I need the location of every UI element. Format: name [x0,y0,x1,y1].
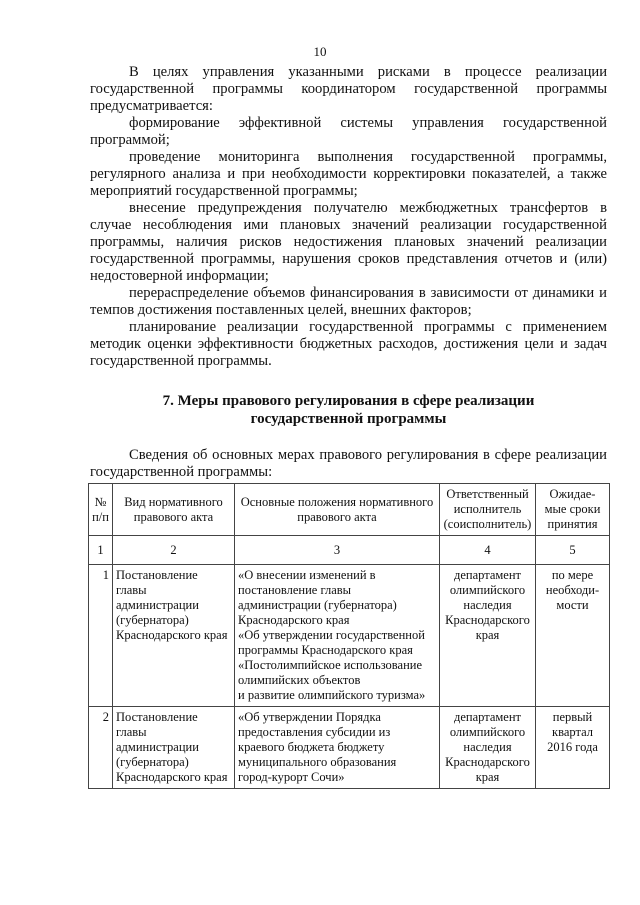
cell-term [536,707,610,789]
page-number: 10 [313,44,327,59]
cell-line: администрации [116,740,199,754]
header-provisions: Основные положения нормативного правового акта [235,484,440,536]
column-number: 1 [89,536,113,565]
column-number-row [89,536,610,565]
cell-line: «О внесении изменений в [238,568,376,582]
section-intro: Сведения об основных мерах правового регулирования в сфере реализации государственной программы: [90,447,607,480]
cell-line: департамент [453,710,521,724]
legal-acts-table [88,483,610,789]
cell-provisions [235,707,440,789]
cell-line: и развитие олимпийского туризма» [238,688,426,702]
table-row [89,565,610,707]
cell-line: олимпийских объектов [238,673,361,687]
section-heading-line: государственной программы [250,411,447,427]
cell-line: мости [556,598,589,612]
cell-line: Краснодарского края [116,770,228,784]
paragraph: В целях управления указанными рисками в процессе реализации государственной программы координатором государственной программы предусматривается: [90,64,607,114]
section-heading [90,392,607,428]
cell-line: «Об утверждении Порядка [238,710,381,724]
paragraph: планирование реализации государственной программы с применением методик оценки эффективности бюджетных расходов, достижения цели и задач государственной программы. [90,319,607,369]
column-number: 5 [536,536,610,565]
header-act-type: Вид нормативного правового акта [113,484,235,536]
cell-num: 1 [89,565,113,707]
cell-act-type [113,707,235,789]
header-term: Ожидае-мые сроки принятия [536,484,610,536]
paragraph: проведение мониторинга выполнения государственной программы, регулярного анализа и при необходимости корректировки показателей, а также мероприятий государственной программы; [90,149,607,199]
cell-line: Краснодарского [445,613,530,627]
cell-line: олимпийского [449,725,526,739]
cell-line: «Об утверждении государственной [238,628,425,642]
cell-line: квартал [552,725,593,739]
cell-line: постановление главы [238,583,352,597]
cell-line: края [475,770,500,784]
table-header-row [89,484,610,536]
cell-line: Постановление [116,710,198,724]
cell-line: «Постолимпийское использование [238,658,423,672]
cell-provisions [235,565,440,707]
cell-line: (губернатора) [116,613,189,627]
cell-responsible [440,565,536,707]
paragraph: формирование эффективной системы управления государственной программой; [90,115,607,148]
cell-line: администрации [116,598,199,612]
cell-line: Краснодарского края [238,613,350,627]
table-row [89,707,610,789]
cell-responsible [440,707,536,789]
cell-line: по мере [551,568,594,582]
cell-line: наследия [463,740,512,754]
cell-line: наследия [463,598,512,612]
cell-line: олимпийского [449,583,526,597]
column-number: 3 [235,536,440,565]
cell-line: администрации (губернатора) [238,598,397,612]
cell-line: департамент [453,568,521,582]
cell-line: края [475,628,500,642]
header-num: № п/п [89,484,113,536]
cell-line: муниципального образования [238,755,397,769]
cell-line: предоставления субсидии из [238,725,391,739]
cell-line: краевого бюджета бюджету [238,740,385,754]
cell-line: город-курорт Сочи» [238,770,345,784]
cell-term [536,565,610,707]
column-number: 4 [440,536,536,565]
cell-line: Постановление [116,568,198,582]
cell-act-type [113,565,235,707]
cell-line: (губернатора) [116,755,189,769]
header-responsible: Ответственный исполнитель (соисполнитель) [440,484,536,536]
cell-line: главы [116,725,147,739]
body-text [90,64,607,370]
cell-line: главы [116,583,147,597]
cell-line: Краснодарского края [116,628,228,642]
cell-line: необходи- [545,583,600,597]
cell-line: первый [552,710,593,724]
paragraph: перераспределение объемов финансирования в зависимости от динамики и темпов достижения поставленных целей, внешних факторов; [90,285,607,318]
cell-num: 2 [89,707,113,789]
cell-line: программы Краснодарского края [238,643,413,657]
cell-line: Краснодарского [445,755,530,769]
section-heading-line: 7. Меры правового регулирования в сфере реализации [162,393,535,409]
paragraph: внесение предупреждения получателю межбюджетных трансфертов в случае несоблюдения ими плановых значений реализации государственной программы, наличия рисков недостижения плановых значений реализации государственной программы, нарушения сроков представления отчетов и (или) недостоверной информации; [90,200,607,284]
cell-line: 2016 года [547,740,598,754]
column-number: 2 [113,536,235,565]
